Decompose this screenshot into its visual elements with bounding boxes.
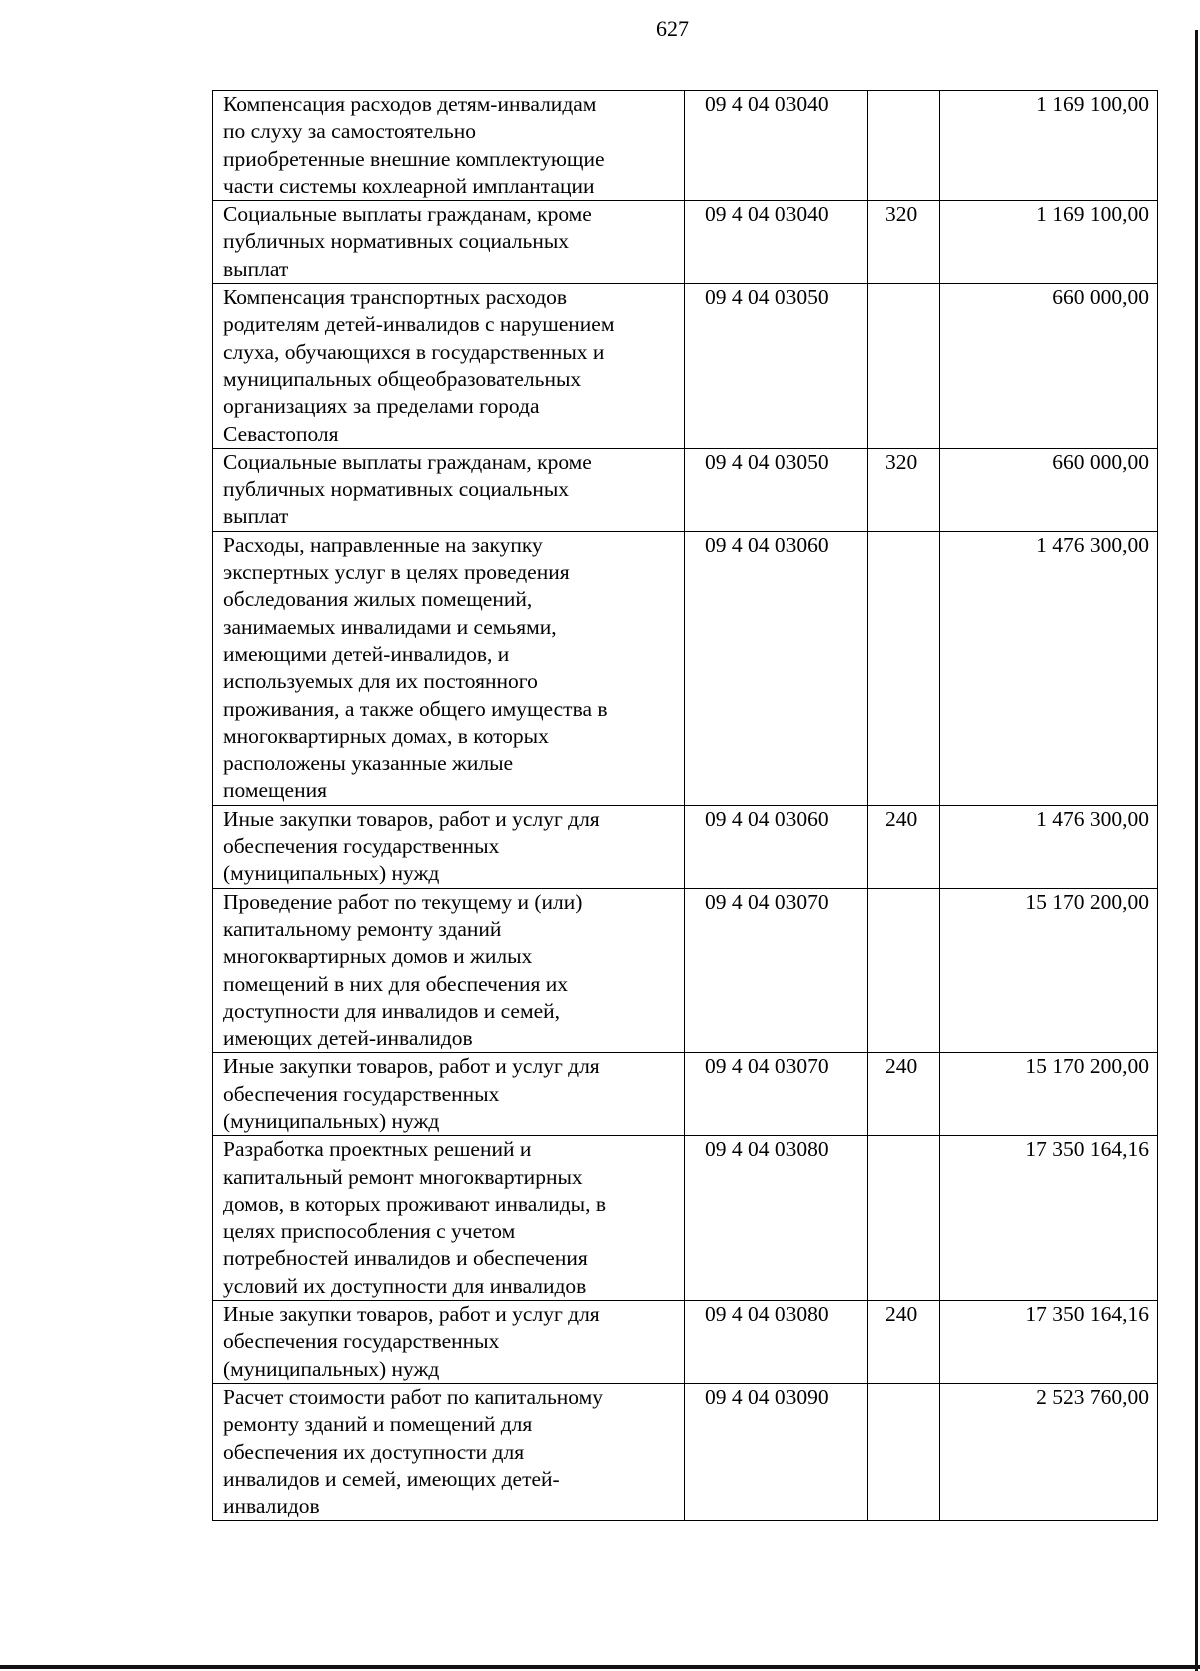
row-name-line: ремонту зданий и помещений для: [223, 1412, 533, 1437]
row-code-cell: 09 4 04 03050: [685, 448, 868, 531]
row-amount-cell: 15 170 200,00: [940, 1053, 1158, 1136]
row-code-cell: 09 4 04 03080: [685, 1136, 868, 1301]
row-name-line: выплат: [223, 504, 289, 529]
row-name-line: инвалидов и семей, имеющих детей-: [223, 1466, 560, 1491]
row-amount-cell: 17 350 164,16: [940, 1136, 1158, 1301]
row-name-line: имеющими детей-инвалидов, и: [223, 641, 510, 666]
table-row: [213, 888, 1158, 1053]
table-row: [213, 201, 1158, 284]
row-name-line: проживания, а также общего имущества в: [223, 696, 608, 721]
row-code-cell: 09 4 04 03070: [685, 1053, 868, 1136]
row-name-cell: [213, 805, 685, 888]
scan-bottom-edge: [0, 1665, 1200, 1669]
table-row: [213, 1383, 1158, 1520]
table-row: [213, 91, 1158, 201]
row-amount-cell: 2 523 760,00: [940, 1383, 1158, 1520]
row-name-line: (муниципальных) нужд: [223, 1108, 440, 1133]
row-name-line: Социальные выплаты гражданам, кроме: [223, 449, 592, 474]
page-number: 627: [656, 16, 689, 41]
row-amount-cell: 1 169 100,00: [940, 91, 1158, 201]
row-name-line: Иные закупки товаров, работ и услуг для: [223, 1302, 600, 1327]
row-code-cell: 09 4 04 03070: [685, 888, 868, 1053]
row-amount-cell: 1 476 300,00: [940, 805, 1158, 888]
row-name-cell: [213, 1136, 685, 1301]
table-row: [213, 1301, 1158, 1384]
row-name-line: обеспечения государственных: [223, 834, 500, 859]
row-code-cell: 09 4 04 03060: [685, 805, 868, 888]
row-type-cell: [868, 91, 940, 201]
row-name-cell: [213, 91, 685, 201]
row-code-cell: 09 4 04 03040: [685, 201, 868, 284]
row-code-cell: 09 4 04 03080: [685, 1301, 868, 1384]
row-name-line: многоквартирных домов и жилых: [223, 944, 533, 969]
row-name-line: экспертных услуг в целях проведения: [223, 560, 570, 585]
row-type-cell: [868, 531, 940, 805]
row-name-line: инвалидов: [223, 1494, 320, 1519]
row-type-cell: [868, 1136, 940, 1301]
row-name-line: Расходы, направленные на закупку: [223, 532, 543, 557]
row-type-cell: 240: [868, 805, 940, 888]
row-type-cell: [868, 284, 940, 449]
row-name-cell: [213, 531, 685, 805]
row-name-line: капитальный ремонт многоквартирных: [223, 1164, 583, 1189]
table-row: [213, 1053, 1158, 1136]
row-name-line: Иные закупки товаров, работ и услуг для: [223, 1054, 600, 1079]
row-name-line: публичных нормативных социальных: [223, 229, 570, 254]
table-row: [213, 531, 1158, 805]
row-name-line: условий их доступности для инвалидов: [223, 1273, 587, 1298]
row-name-line: по слуху за самостоятельно: [223, 119, 476, 144]
row-name-line: выплат: [223, 256, 289, 281]
row-type-cell: 240: [868, 1301, 940, 1384]
row-name-line: Компенсация транспортных расходов: [223, 285, 568, 310]
row-name-line: многоквартирных домах, в которых: [223, 723, 549, 748]
row-name-cell: [213, 1053, 685, 1136]
row-name-line: обеспечения их доступности для: [223, 1439, 525, 1464]
row-name-line: обеспечения государственных: [223, 1329, 500, 1354]
row-name-line: родителям детей-инвалидов с нарушением: [223, 312, 615, 337]
row-type-cell: 240: [868, 1053, 940, 1136]
row-name-line: (муниципальных) нужд: [223, 1356, 440, 1381]
row-code-cell: 09 4 04 03090: [685, 1383, 868, 1520]
row-code-cell: 09 4 04 03040: [685, 91, 868, 201]
row-name-line: занимаемых инвалидами и семьями,: [223, 614, 557, 639]
row-name-cell: [213, 1383, 685, 1520]
row-name-line: потребностей инвалидов и обеспечения: [223, 1246, 588, 1271]
row-name-cell: [213, 201, 685, 284]
row-name-cell: [213, 284, 685, 449]
table-row: [213, 284, 1158, 449]
row-name-line: организациях за пределами города: [223, 394, 540, 419]
row-name-line: Разработка проектных решений и: [223, 1137, 532, 1162]
row-amount-cell: 15 170 200,00: [940, 888, 1158, 1053]
table-body: [213, 91, 1158, 1521]
row-name-line: капитальному ремонту зданий: [223, 916, 502, 941]
row-name-line: имеющих детей-инвалидов: [223, 1026, 473, 1051]
row-name-line: публичных нормативных социальных: [223, 477, 570, 502]
row-type-cell: 320: [868, 201, 940, 284]
row-name-line: обеспечения государственных: [223, 1081, 500, 1106]
row-name-line: части системы кохлеарной имплантации: [223, 173, 595, 198]
row-name-line: Компенсация расходов детям-инвалидам: [223, 92, 597, 116]
row-name-line: слуха, обучающихся в государственных и: [223, 339, 605, 364]
row-name-line: (муниципальных) нужд: [223, 861, 440, 886]
scan-right-edge: [1195, 30, 1198, 1671]
row-amount-cell: 1 476 300,00: [940, 531, 1158, 805]
row-name-line: муниципальных общеобразовательных: [223, 366, 582, 391]
row-name-line: доступности для инвалидов и семей,: [223, 998, 560, 1023]
budget-table: [212, 90, 1158, 1521]
row-name-line: Расчет стоимости работ по капитальному: [223, 1384, 603, 1409]
row-name-line: расположены указанные жилые: [223, 751, 514, 776]
row-amount-cell: 1 169 100,00: [940, 201, 1158, 284]
row-name-line: Проведение работ по текущему и (или): [223, 889, 583, 914]
row-name-line: целях приспособления с учетом: [223, 1219, 516, 1244]
row-type-cell: 320: [868, 448, 940, 531]
row-name-line: помещения: [223, 778, 327, 803]
row-amount-cell: 660 000,00: [940, 448, 1158, 531]
row-name-cell: [213, 888, 685, 1053]
row-name-cell: [213, 1301, 685, 1384]
row-name-line: приобретенные внешние комплектующие: [223, 146, 605, 171]
row-amount-cell: 17 350 164,16: [940, 1301, 1158, 1384]
row-name-line: используемых для их постоянного: [223, 669, 538, 694]
table-row: [213, 448, 1158, 531]
row-type-cell: [868, 888, 940, 1053]
row-name-line: домов, в которых проживают инвалиды, в: [223, 1191, 606, 1216]
table-row: [213, 1136, 1158, 1301]
table-row: [213, 805, 1158, 888]
row-type-cell: [868, 1383, 940, 1520]
row-name-line: помещений в них для обеспечения их: [223, 971, 569, 996]
row-name-line: Севастополя: [223, 421, 339, 446]
row-name-cell: [213, 448, 685, 531]
row-amount-cell: 660 000,00: [940, 284, 1158, 449]
row-code-cell: 09 4 04 03050: [685, 284, 868, 449]
row-name-line: обследования жилых помещений,: [223, 587, 533, 612]
row-name-line: Социальные выплаты гражданам, кроме: [223, 202, 592, 227]
row-name-line: Иные закупки товаров, работ и услуг для: [223, 806, 600, 831]
row-code-cell: 09 4 04 03060: [685, 531, 868, 805]
